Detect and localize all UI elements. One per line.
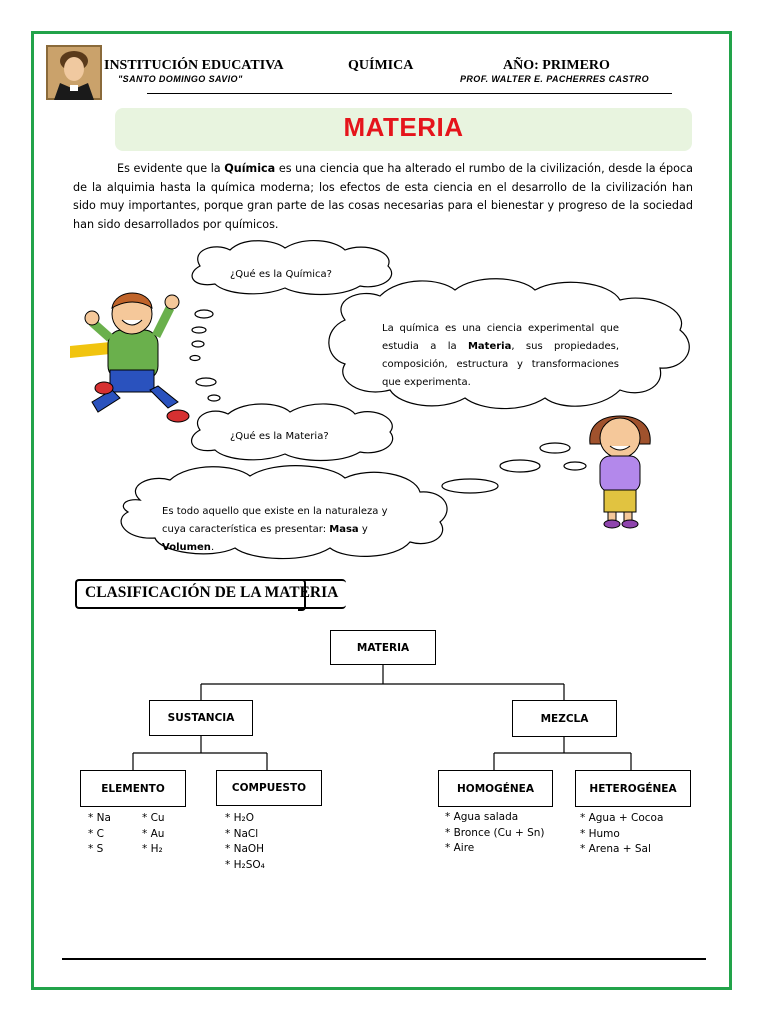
girl-illustration xyxy=(590,416,650,528)
school-label: INSTITUCIÓN EDUCATIVA xyxy=(104,58,284,73)
list-item: * H₂O xyxy=(225,812,254,824)
list-item: * C xyxy=(88,827,104,840)
school-name: "SANTO DOMINGO SAVIO" xyxy=(118,74,243,84)
list-item: * Au xyxy=(142,827,165,840)
cloud-question-2-text: ¿Qué es la Materia? xyxy=(230,431,329,442)
answer-2-pre: Es todo aquello que existe en la naturaleza y cuya característica es presentar: xyxy=(162,506,388,535)
teacher-name: PROF. WALTER E. PACHERRES CASTRO xyxy=(460,74,649,84)
list-item: * Agua + Cocoa xyxy=(580,812,664,824)
elemento-list-2 xyxy=(142,811,165,858)
page-title: MATERIA xyxy=(343,112,464,142)
header-divider xyxy=(147,93,672,94)
cloud-question-1-text: ¿Qué es la Química? xyxy=(230,269,332,280)
list-item: * Agua salada xyxy=(445,811,519,823)
node-materia: MATERIA xyxy=(330,630,436,665)
intro-text-1: Es evidente que la xyxy=(117,162,225,175)
cloud-answer-1-text xyxy=(382,320,619,392)
homogenea-list xyxy=(445,810,545,857)
elemento-list-1 xyxy=(88,811,111,858)
compuesto-list xyxy=(225,811,265,873)
list-item: * Bronce (Cu + Sn) xyxy=(445,826,545,839)
list-item: * H₂SO₄ xyxy=(225,858,265,871)
savio-portrait-image xyxy=(46,45,102,100)
answer-2-bold-masa: Masa xyxy=(329,524,359,535)
list-item: * Arena + Sal xyxy=(580,843,651,855)
node-heterogenea: HETEROGÉNEA xyxy=(575,770,691,807)
answer-1-bold-materia: Materia xyxy=(467,341,512,352)
node-compuesto: COMPUESTO xyxy=(216,770,322,806)
list-item: * NaOH xyxy=(225,843,265,855)
list-item: * Humo xyxy=(580,827,620,840)
node-sustancia: SUSTANCIA xyxy=(149,700,253,736)
node-mezcla: MEZCLA xyxy=(512,700,617,737)
answer-1-post: , sus propiedades, composición, estructura y transformaciones que experimenta. xyxy=(382,341,620,388)
answer-1-pre: La química es una ciencia experimental que estudia a la xyxy=(382,323,619,352)
list-item: * H₂ xyxy=(142,843,163,855)
list-item: * Cu xyxy=(142,812,165,824)
year-label: AÑO: PRIMERO xyxy=(503,58,610,73)
intro-bold-quimica: Química xyxy=(224,162,276,175)
cloud-answer-2-text xyxy=(162,503,402,557)
list-item: * NaCl xyxy=(225,827,259,840)
list-item: * Na xyxy=(88,812,111,824)
intro-paragraph xyxy=(73,160,693,234)
node-homogenea: HOMOGÉNEA xyxy=(438,770,553,807)
subject-label: QUÍMICA xyxy=(348,58,414,73)
answer-2-post: . xyxy=(210,542,215,553)
intro-text-2: es una ciencia que ha alterado el rumbo de la civilización, desde la época de la alquimia hasta la química moderna; los efectos de esta ciencia en el desarrollo de la civilización han sido muy importantes, porque gran parte de las cosas necesarias para el bienestar y progreso de la sociedad han sido desarrollados por químicos. xyxy=(73,162,693,231)
list-item: * Aire xyxy=(445,842,475,854)
answer-2-bold-volumen: Volumen xyxy=(162,542,211,553)
boy-illustration xyxy=(70,293,189,422)
classification-heading: CLASIFICACIÓN DE LA MATERIA xyxy=(75,579,346,609)
node-elemento: ELEMENTO xyxy=(80,770,186,807)
footer-divider xyxy=(62,958,706,960)
answer-2-mid: y xyxy=(358,524,368,535)
heterogenea-list xyxy=(580,811,663,858)
list-item: * S xyxy=(88,843,104,855)
